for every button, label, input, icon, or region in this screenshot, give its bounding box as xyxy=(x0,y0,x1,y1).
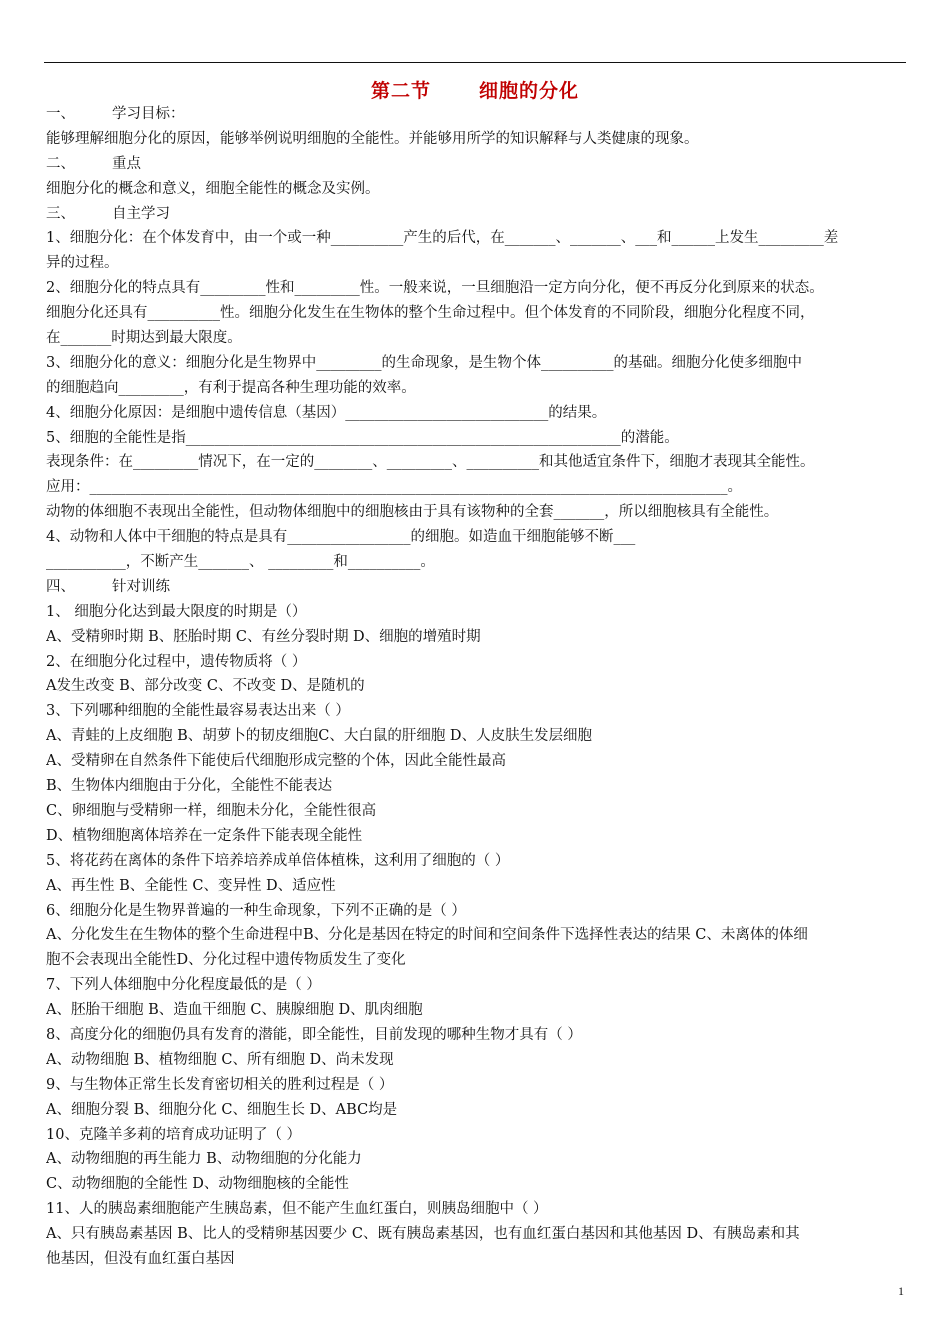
text-line: 3、细胞分化的意义：细胞分化是生物界中_________的生命现象，是生物个体__________的基础。细胞分化使多细胞中 xyxy=(46,354,802,371)
text-line: D、植物细胞离体培养在一定条件下能表现全能性 xyxy=(46,827,363,844)
page-number: 1 xyxy=(898,1284,904,1298)
text-line: A、再生性 B、全能性 C、变异性 D、适应性 xyxy=(46,877,336,894)
text-line: 细胞分化的概念和意义，细胞全能性的概念及实例。 xyxy=(46,180,380,197)
text-line: A、青蛙的上皮细胞 B、胡萝卜的韧皮细胞C、大白鼠的肝细胞 D、人皮肤生发层细胞 xyxy=(46,728,593,745)
text-line: A、胚胎干细胞 B、造血干细胞 C、胰腺细胞 D、肌肉细胞 xyxy=(46,1002,423,1019)
text-line: 5、将花药在离体的条件下培养培养成单倍体植株，这利用了细胞的（ ） xyxy=(46,852,510,869)
text-line: A、细胞分裂 B、细胞分化 C、细胞生长 D、ABC均是 xyxy=(46,1101,398,1118)
text-line: A、受精卵时期 B、胚胎时期 C、有丝分裂时期 D、细胞的增殖时期 xyxy=(46,628,481,645)
text-line: A发生改变 B、部分改变 C、不改变 D、是随机的 xyxy=(46,678,365,695)
page-title xyxy=(0,76,950,103)
section-number: 二、 xyxy=(46,155,75,172)
header-rule xyxy=(44,62,906,63)
text-line: A、分化发生在生物体的整个生命进程中B、分化是基因在特定的时间和空间条件下选择性表达的结果 C、未离体的体细 xyxy=(46,927,808,944)
text-line: 4、细胞分化原因：是细胞中遗传信息（基因）____________________________的结果。 xyxy=(46,404,607,421)
title-section: 第二节 xyxy=(370,80,431,102)
section-heading xyxy=(46,152,908,177)
section-number: 四、 xyxy=(46,578,75,595)
text-line: 10、克隆羊多莉的培育成功证明了（ ） xyxy=(46,1126,302,1143)
text-line: 胞不会表现出全能性D、分化过程中遗传物质发生了变化 xyxy=(46,952,406,969)
section-heading xyxy=(46,102,908,127)
section-title: 针对训练 xyxy=(112,578,170,595)
text-line: ___________，不断产生_______、 _________和__________。 xyxy=(46,554,435,571)
text-line: 细胞分化还具有__________性。细胞分化发生在生物体的整个生命过程中。但个体发育的不同阶段，细胞分化程度不同， xyxy=(46,305,815,322)
text-line: 9、与生物体正常生长发育密切相关的胜利过程是（ ） xyxy=(46,1076,394,1093)
text-line: A、只有胰岛素基因 B、比人的受精卵基因要少 C、既有胰岛素基因，也有血红蛋白基因和其他基因 D、有胰岛素和其 xyxy=(46,1226,800,1243)
text-line: 的细胞趋向_________，有利于提高各种生理功能的效率。 xyxy=(46,379,416,396)
section-title: 学习目标： xyxy=(112,106,185,122)
text-line: 2、在细胞分化过程中，遗传物质将（ ） xyxy=(46,653,307,670)
text-line: C、动物细胞的全能性 D、动物细胞核的全能性 xyxy=(46,1176,349,1193)
text-line: B、生物体内细胞由于分化，全能性不能表达 xyxy=(46,778,333,795)
text-line: 他基因，但没有血红蛋白基因 xyxy=(46,1250,235,1267)
text-line: 2、细胞分化的特点具有_________性和_________性。一般来说，一旦细胞沿一定方向分化，便不再反分化到原来的状态。 xyxy=(46,280,824,297)
text-line: A、动物细胞 B、植物细胞 C、所有细胞 D、尚未发现 xyxy=(46,1051,394,1068)
text-line: 7、下列人体细胞中分化程度最低的是（ ） xyxy=(46,977,321,994)
text-line: 1、细胞分化：在个体发育中，由一个或一种__________产生的后代，在_______、_______、___和______上发生_________差 xyxy=(46,230,839,247)
title-topic: 细胞的分化 xyxy=(479,80,580,102)
section-number: 三、 xyxy=(46,205,75,222)
text-line: 8、高度分化的细胞仍具有发育的潜能，即全能性，目前发现的哪种生物才具有（ ） xyxy=(46,1026,582,1043)
text-line: A、受精卵在自然条件下能使后代细胞形成完整的个体，因此全能性最高 xyxy=(46,753,506,770)
text-line: 4、动物和人体中干细胞的特点是具有_________________的细胞。如造血干细胞能够不断___ xyxy=(46,529,636,546)
text-line: 11、人的胰岛素细胞能产生胰岛素，但不能产生血红蛋白，则胰岛细胞中（ ） xyxy=(46,1201,548,1218)
text-line: 6、细胞分化是生物界普遍的一种生命现象，下列不正确的是（ ） xyxy=(46,902,466,919)
section-heading xyxy=(46,575,908,600)
section-heading xyxy=(46,202,908,227)
text-line: C、卵细胞与受精卵一样，细胞未分化，全能性很高 xyxy=(46,802,377,819)
text-line: 动物的体细胞不表现出全能性，但动物体细胞中的细胞核由于具有该物种的全套_______，所以细胞核具有全能性。 xyxy=(46,504,779,521)
text-line: 能够理解细胞分化的原因，能够举例说明细胞的全能性。并能够用所学的知识解释与人类健康的现象。 xyxy=(46,130,699,147)
text-line: 表现条件：在_________情况下，在一定的________、_________、__________和其他适宜条件下，细胞才表现其全能性。 xyxy=(46,454,815,471)
text-line: 3、下列哪种细胞的全能性最容易表达出来（ ） xyxy=(46,703,350,720)
text-line: 1、 细胞分化达到最大限度的时期是（） xyxy=(46,603,307,620)
text-line: 在_______时期达到最大限度。 xyxy=(46,330,242,347)
text-line: 应用：________________________________________________________________________________________。 xyxy=(46,479,742,496)
section-title: 重点 xyxy=(112,155,141,172)
section-number: 一、 xyxy=(46,106,75,122)
section-title: 自主学习 xyxy=(112,205,170,222)
document-body xyxy=(46,102,908,1272)
text-line: 5、细胞的全能性是指____________________________________________________________的潜能。 xyxy=(46,429,679,446)
text-line: A、动物细胞的再生能力 B、动物细胞的分化能力 xyxy=(46,1151,362,1168)
text-line: 异的过程。 xyxy=(46,255,119,272)
